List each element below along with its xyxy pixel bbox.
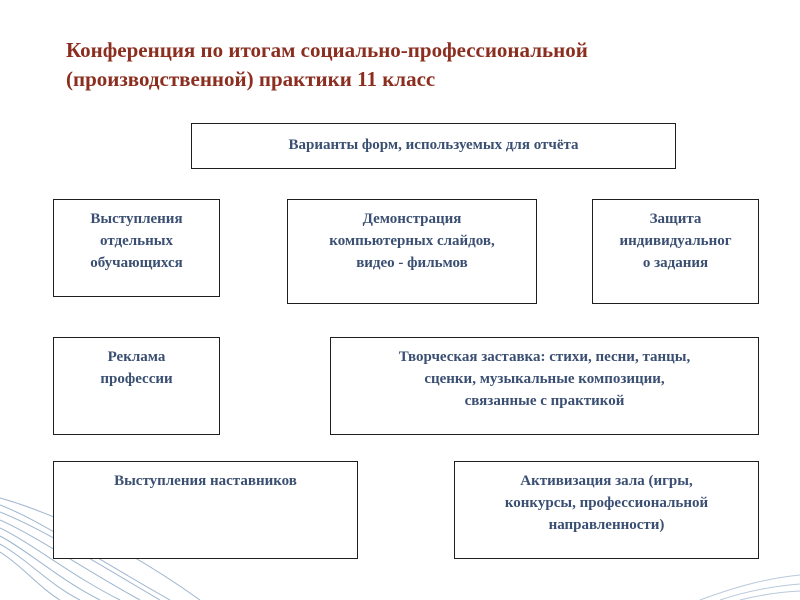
- individual-task-defense-box: [592, 199, 759, 304]
- slide-title: [66, 36, 766, 94]
- slides-video-demo-box: [287, 199, 537, 304]
- creative-intro-line-1: Творческая заставка: стихи, песни, танцы,: [398, 349, 691, 365]
- slide-title-line-1: Конференция по итогам социально-профессиональной: [66, 38, 588, 62]
- student-speeches-line-1: Выступления: [90, 211, 183, 227]
- profession-ad-box: [53, 337, 220, 435]
- audience-activation-box: [454, 461, 759, 559]
- individual-task-defense-line-3: о задания: [642, 255, 709, 271]
- audience-activation-line-1: Активизация зала (игры,: [520, 473, 693, 489]
- slide-title-line-2: (производственной) практики 11 класс: [66, 67, 436, 91]
- student-speeches-line-2: отдельных: [100, 233, 173, 249]
- individual-task-defense-line-2: индивидуальног: [619, 233, 732, 249]
- creative-intro-line-2: сценки, музыкальные композиции,: [424, 371, 665, 387]
- slides-video-demo-line-1: Демонстрация: [362, 211, 462, 227]
- mentor-speeches-box: [53, 461, 358, 559]
- creative-intro-line-3: связанные с практикой: [464, 393, 625, 409]
- report-forms-header-box: [191, 123, 676, 169]
- individual-task-defense-line-1: Защита: [649, 211, 702, 227]
- student-speeches-box: [53, 199, 220, 297]
- creative-intro-box: [330, 337, 759, 435]
- profession-ad-line-2: профессии: [100, 371, 173, 387]
- student-speeches-line-3: обучающихся: [90, 255, 183, 271]
- mentor-speeches-line-1: Выступления наставников: [114, 473, 297, 489]
- audience-activation-line-3: направленности): [548, 517, 665, 533]
- audience-activation-line-2: конкурсы, профессиональной: [504, 495, 709, 511]
- slides-video-demo-line-2: компьютерных слайдов,: [329, 233, 495, 249]
- profession-ad-line-1: Реклама: [107, 349, 166, 365]
- report-forms-header-label: Варианты форм, используемых для отчёта: [288, 137, 579, 153]
- slides-video-demo-line-3: видео - фильмов: [356, 255, 468, 271]
